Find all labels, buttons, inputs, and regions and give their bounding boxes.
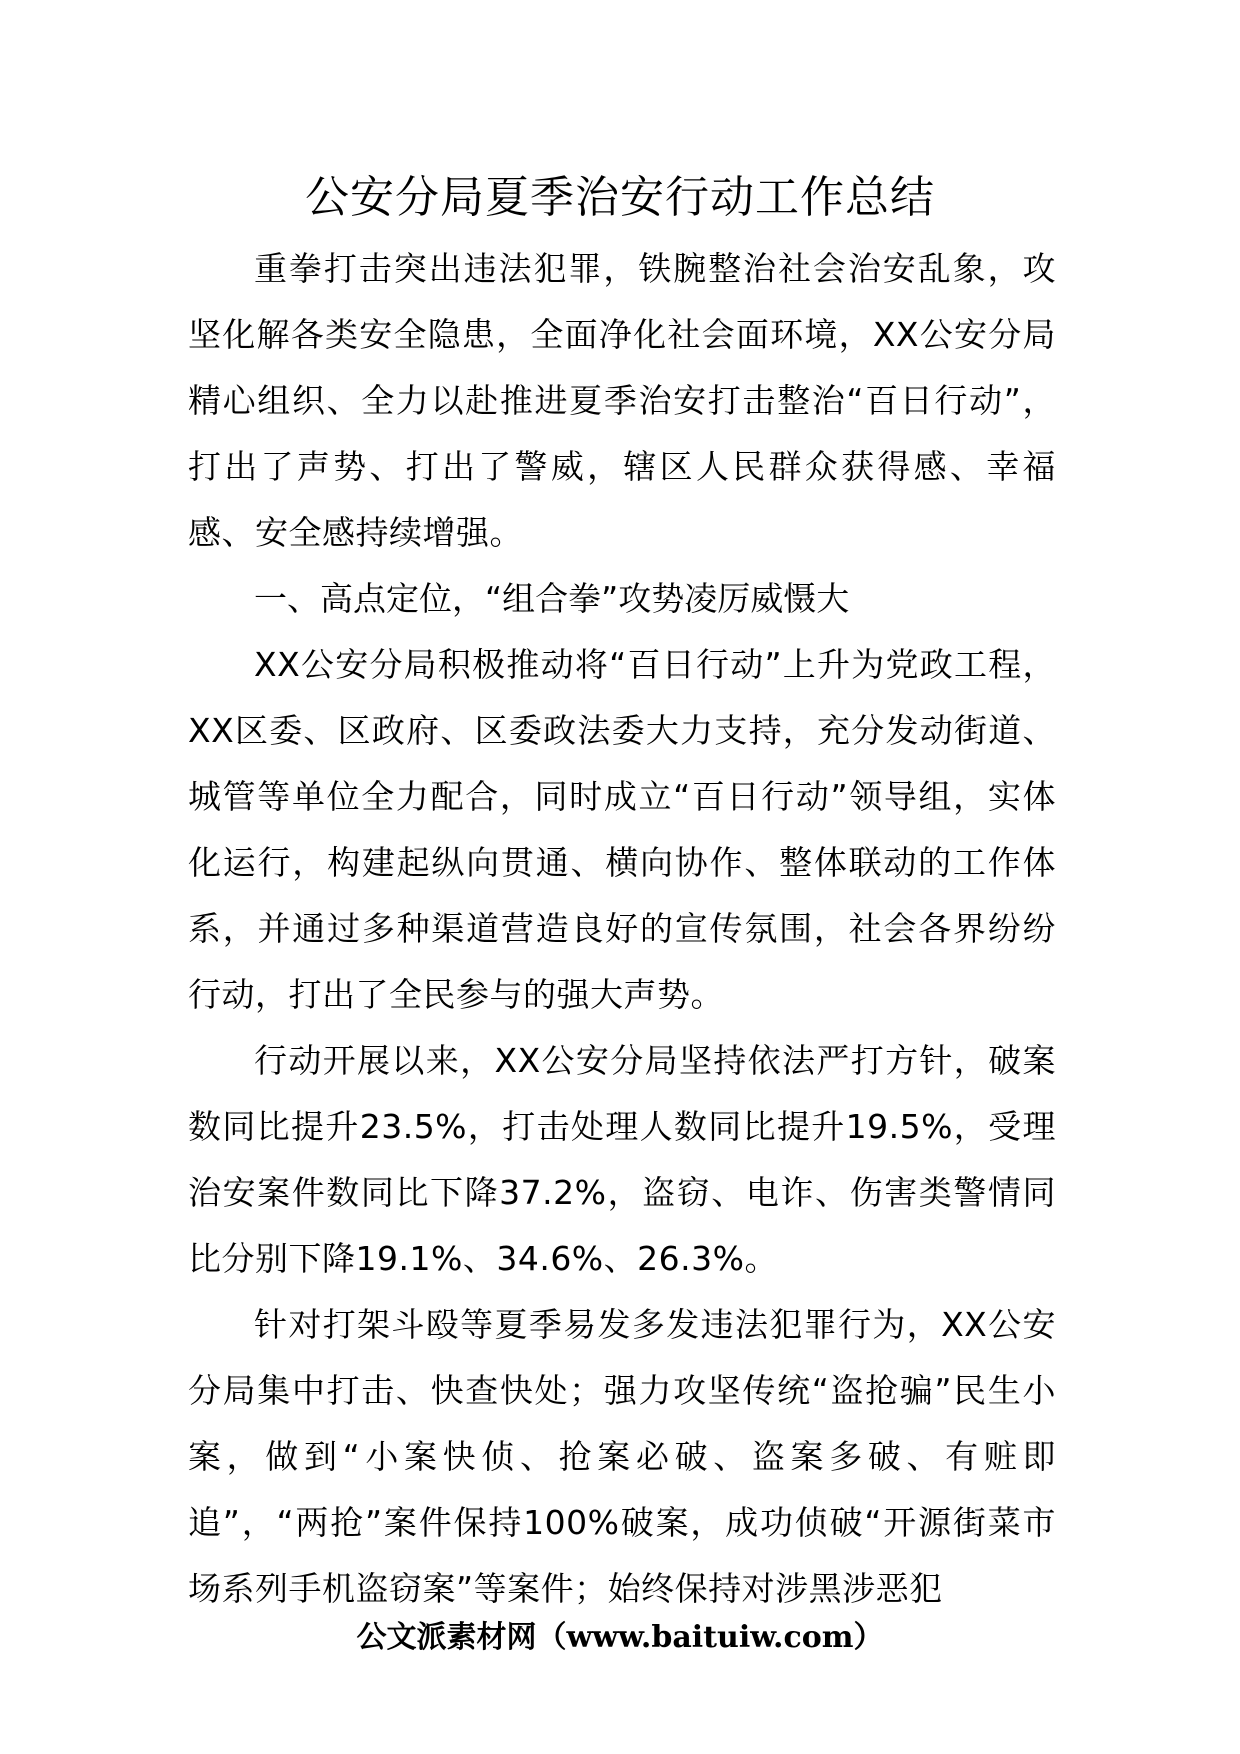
- section-heading-1: 一、高点定位，“组合拳”攻势凌厉威慑大: [254, 579, 850, 618]
- document-title: 公安分局夏季治安行动工作总结: [305, 172, 935, 223]
- document-body: [188, 236, 1056, 1622]
- paragraph-section1-a: XX公安分局积极推动将“百日行动”上升为党政工程，XX区委、区政府、区委政法委大力支持，充分发动街道、城管等单位全力配合，同时成立“百日行动”领导组，实体化运行，构建起纵向贯通、横向协作、整体联动的工作体系，并通过多种渠道营造良好的宣传氛围，社会各界纷纷行动，打出了全民参与的强大声势。: [188, 645, 1056, 1014]
- paragraph-section1-b: 行动开展以来，XX公安分局坚持依法严打方针，破案数同比提升23.5%，打击处理人数同比提升19.5%，受理治安案件数同比下降37.2%，盗窃、电诈、伤害类警情同比分别下降19.1%、34.6%、26.3%。: [188, 1041, 1056, 1278]
- paragraph-section1-c: 针对打架斗殴等夏季易发多发违法犯罪行为，XX公安分局集中打击、快查快处；强力攻坚传统“盗抢骗”民生小案，做到“小案快侦、抢案必破、盗案多破、有赃即追”，“两抢”案件保持100%破案，成功侦破“开源街菜市场系列手机盗窃案”等案件；始终保持对涉黑涉恶犯: [188, 1305, 1056, 1608]
- footer-source: 公文派素材网（www.baituiw.com）: [356, 1620, 884, 1655]
- paragraph-intro: 重拳打击突出违法犯罪，铁腕整治社会治安乱象，攻坚化解各类安全隐患，全面净化社会面环境，XX公安分局精心组织、全力以赴推进夏季治安打击整治“百日行动”，打出了声势、打出了警威，辖区人民群众获得感、幸福感、安全感持续增强。: [188, 249, 1056, 552]
